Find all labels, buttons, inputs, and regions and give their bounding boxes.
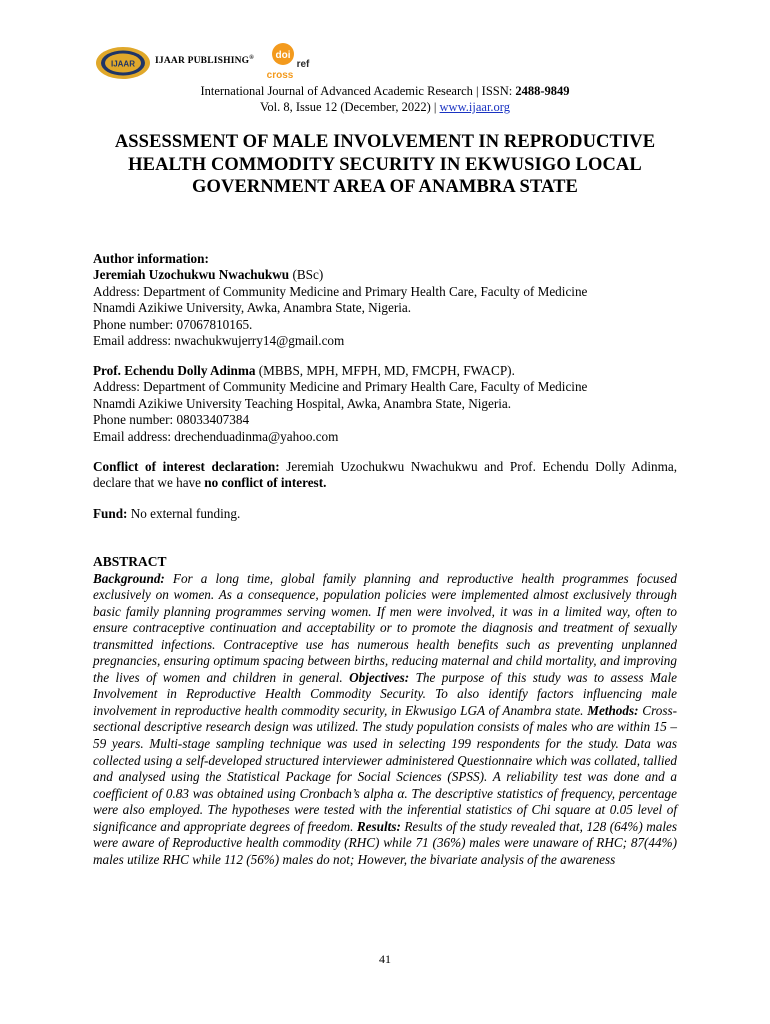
journal-info-line [0,83,770,99]
background-label: Background: [93,570,165,586]
conflict-label: Conflict of interest declaration: [93,459,280,474]
author-2-address-1: Address: Department of Community Medicine and Primary Health Care, Faculty of Medicine [93,379,588,395]
registered-mark: ® [249,55,254,61]
publisher-name-text: IJAAR PUBLISHING [155,56,250,67]
results-text: Results of the study revealed that, 128 (64%) males were aware of Reproductive health commodity (RHC) while 71 (36%) males were unaware of RHC; 87(44%) males utilize RHC while 112 (56%) males do not; However, the bivariate analysis of the awareness [93,818,677,867]
author-1-address-2: Nnamdi Azikiwe University, Awka, Anambra State, Nigeria. [93,300,412,316]
objectives-text: The purpose of this study was to assess Male Involvement in Reproductive Health Commodity Security. To also identify factors influencing male involvement in reproductive health commodity security, in Ekwusigo LGA of Anambra state. [93,669,677,718]
ref-text: ref [296,59,310,70]
author-1-credentials: (BSc) [289,267,324,283]
journal-name: International Journal of Advanced Academic Research | ISSN: [200,84,516,98]
abstract-heading: ABSTRACT [93,554,167,569]
page-number: 41 [379,952,391,966]
results-label: Results: [356,818,401,834]
issn: 2488-9849 [515,84,570,98]
ijaar-badge-icon [95,46,151,80]
methods-text: Cross-sectional descriptive research design was utilized. The study population consists of males who are within 15 – 59 years. Multi-stage sampling technique was used in selecting 199 respondents for the study. Data was collected using a self-developed structured interviewer administered Questionnaire which was collated, tallied and analysed using the Statistical Package for Social Sciences (SPSS). A reliability test was done and a coefficient of 0.83 was obtained using Cronbach’s alpha α. The descriptive statistics of frequency, percentage were also employed. The hypotheses were tested with the inferential statistics of Chi square at 0.05 level of significance and appropriate degrees of freedom. [93,702,677,834]
methods-label: Methods: [587,702,639,718]
author-2-block [93,363,683,445]
fund-text: No external funding. [127,506,241,521]
author-1-name: Jeremiah Uzochukwu Nwachukwu [93,267,290,283]
objectives-label: Objectives: [349,669,410,685]
conflict-text: Jeremiah Uzochukwu Nwachukwu and Prof. Echendu Dolly Adinma, declare that we have [93,459,677,491]
author-1-address-1: Address: Department of Community Medicine and Primary Health Care, Faculty of Medicine [93,283,588,299]
author-2-name: Prof. Echendu Dolly Adinma [93,363,256,378]
abstract [93,554,677,868]
author-2-email: Email address: drechenduadinma@yahoo.com [93,428,339,444]
funding-statement [93,506,683,522]
cross-text: cross [266,70,294,81]
journal-website-link[interactable]: www.ijaar.org [439,100,510,114]
conflict-emphasis: no conflict of interest. [204,475,327,491]
author-2-address-2: Nnamdi Azikiwe University Teaching Hospital, Awka, Anambra State, Nigeria. [93,395,512,411]
doi-crossref-logo-icon [263,42,317,82]
doi-text: doi [275,50,291,61]
author-2-phone: Phone number: 08033407384 [93,412,250,428]
author-1-email: Email address: nwachukwujerry14@gmail.com [93,333,345,349]
abstract-body [93,571,677,869]
badge-text: IJAAR [110,59,136,69]
volume-issue: Vol. 8, Issue 12 (December, 2022) | [260,100,440,114]
author-2-credentials: (MBBS, MPH, MFPH, MD, FMCPH, FWACP). [255,363,515,378]
fund-label: Fund: [93,506,128,521]
author-1-phone: Phone number: 07067810165. [93,316,253,332]
volume-info-line [0,99,770,115]
author-information [93,251,683,349]
background-text: For a long time, global family planning and reproductive health programmes focused exclusively on women. As a consequence, population policies were implemented almost exclusively through basic family planning programmes serving women. If men were involved, it was in a limited way, often to ensure contraceptive continuation and acceptability or to promote the diagnosis and treatment of sexually transmitted infections. Contraceptive use has numerous health benefits such as preventing unplanned pregnancies, ensuring optimum spacing between births, reducing maternal and child mortality, and improving the lives of women and children in general. [93,570,677,685]
author-1-name-line [93,267,683,283]
publisher-logo-row [95,42,335,82]
author-info-heading: Author information: [93,251,209,266]
author-2-name-line [93,363,683,379]
paper-title: ASSESSMENT OF MALE INVOLVEMENT IN REPRODUCTIVE HEALTH COMMODITY SECURITY IN EKWUSIGO LOCAL GOVERNMENT AREA OF ANAMBRA STATE [114,132,656,197]
publisher-name [155,55,254,66]
conflict-of-interest [93,459,677,492]
